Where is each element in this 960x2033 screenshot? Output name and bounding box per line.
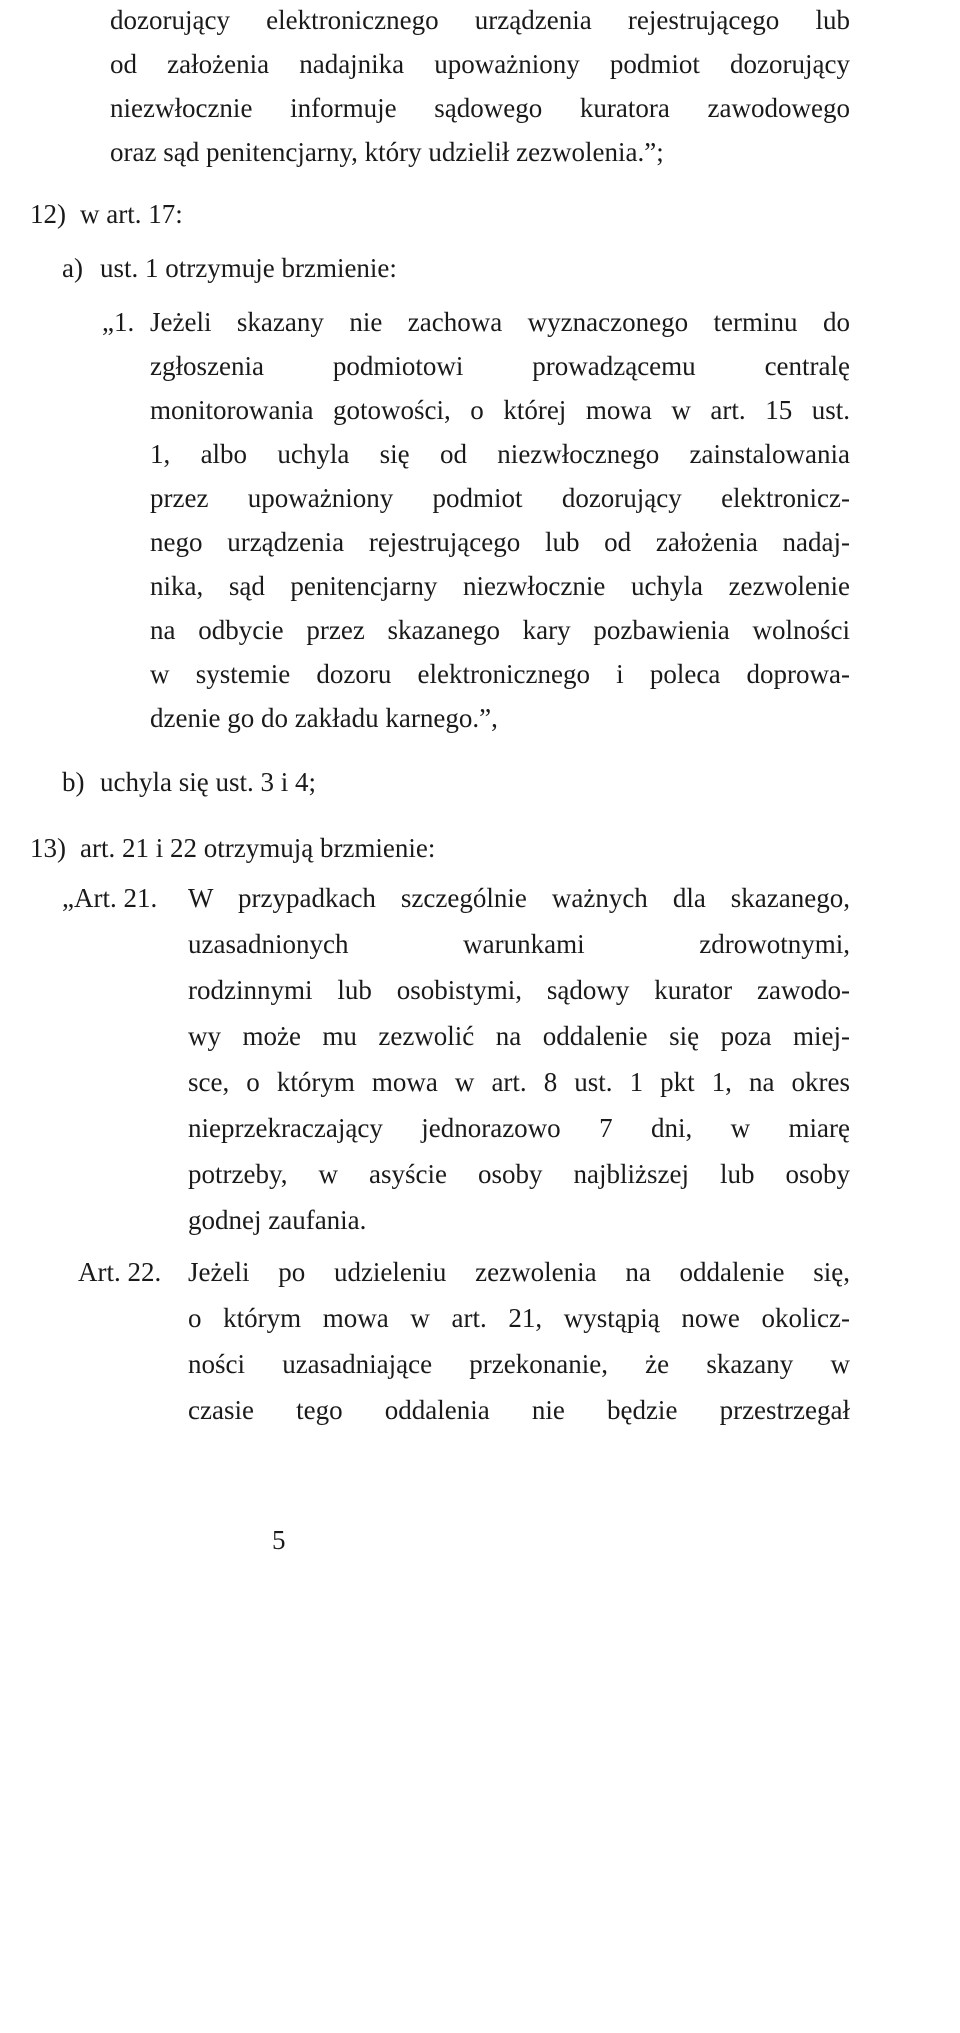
art-21-line-8: godnej zaufania. — [188, 1205, 367, 1235]
art-22-line-1: Jeżeli po udzieleniu zezwolenia na oddalenie się, — [188, 1257, 850, 1287]
art-22-line-2: o którym mowa w art. 21, wystąpią nowe okolicz- — [188, 1303, 850, 1333]
quote-line-5: przez upoważniony podmiot dozorujący elektronicz- — [150, 483, 850, 513]
quote-line-2: zgłoszenia podmiotowi prowadzącemu centralę — [150, 351, 850, 381]
art-21-line-1: W przypadkach szczególnie ważnych dla skazanego, — [188, 883, 850, 913]
item-13-number: 13) — [30, 833, 66, 863]
quote-line-3: monitorowania gotowości, o której mowa w art. 15 ust. — [150, 395, 850, 425]
item-13-text: art. 21 i 22 otrzymują brzmienie: — [80, 833, 436, 863]
page-number: 5 — [272, 1525, 286, 1555]
intro-line-2: od założenia nadajnika upoważniony podmiot dozorujący — [110, 49, 850, 79]
item-12-text: w art. 17: — [80, 199, 183, 229]
art-22-line-3: ności uzasadniające przekonanie, że skazany w — [188, 1349, 850, 1379]
art-21-line-6: nieprzekraczający jednorazowo 7 dni, w miarę — [188, 1113, 850, 1143]
item-12b-text: uchyla się ust. 3 i 4; — [100, 767, 316, 797]
item-12a-letter: a) — [62, 253, 83, 283]
art-22-label: Art. 22. — [78, 1257, 162, 1287]
quote-line-10: dzenie go do zakładu karnego.”, — [150, 703, 498, 733]
art-21-line-7: potrzeby, w asyście osoby najbliższej lub osoby — [188, 1159, 850, 1189]
quote-line-7: nika, sąd penitencjarny niezwłocznie uchyla zezwolenie — [150, 571, 850, 601]
quote-line-9: w systemie dozoru elektronicznego i poleca doprowa- — [150, 659, 850, 689]
quote-number: „1. — [102, 307, 135, 337]
intro-line-4: oraz sąd penitencjarny, który udzielił zezwolenia.”; — [110, 137, 664, 167]
item-12b-letter: b) — [62, 767, 85, 797]
art-21-line-5: sce, o którym mowa w art. 8 ust. 1 pkt 1, na okres — [188, 1067, 850, 1097]
quote-line-1: Jeżeli skazany nie zachowa wyznaczonego terminu do — [150, 307, 850, 337]
art-21-line-3: rodzinnymi lub osobistymi, sądowy kurator zawodo- — [188, 975, 850, 1005]
intro-line-3: niezwłocznie informuje sądowego kuratora zawodowego — [110, 93, 850, 123]
art-21-line-2: uzasadnionych warunkami zdrowotnymi, — [188, 929, 850, 959]
art-21-line-4: wy może mu zezwolić na oddalenie się poza miej- — [188, 1021, 850, 1051]
quote-line-4: 1, albo uchyla się od niezwłocznego zainstalowania — [150, 439, 850, 469]
art-22-line-4: czasie tego oddalenia nie będzie przestrzegał — [188, 1395, 850, 1425]
item-12-number: 12) — [30, 199, 66, 229]
intro-line-1: dozorujący elektronicznego urządzenia rejestrującego lub — [110, 5, 850, 35]
quote-line-8: na odbycie przez skazanego kary pozbawienia wolności — [150, 615, 850, 645]
art-21-label: „Art. 21. — [62, 883, 158, 913]
item-12a-text: ust. 1 otrzymuje brzmienie: — [100, 253, 397, 283]
quote-line-6: nego urządzenia rejestrującego lub od założenia nadaj- — [150, 527, 850, 557]
